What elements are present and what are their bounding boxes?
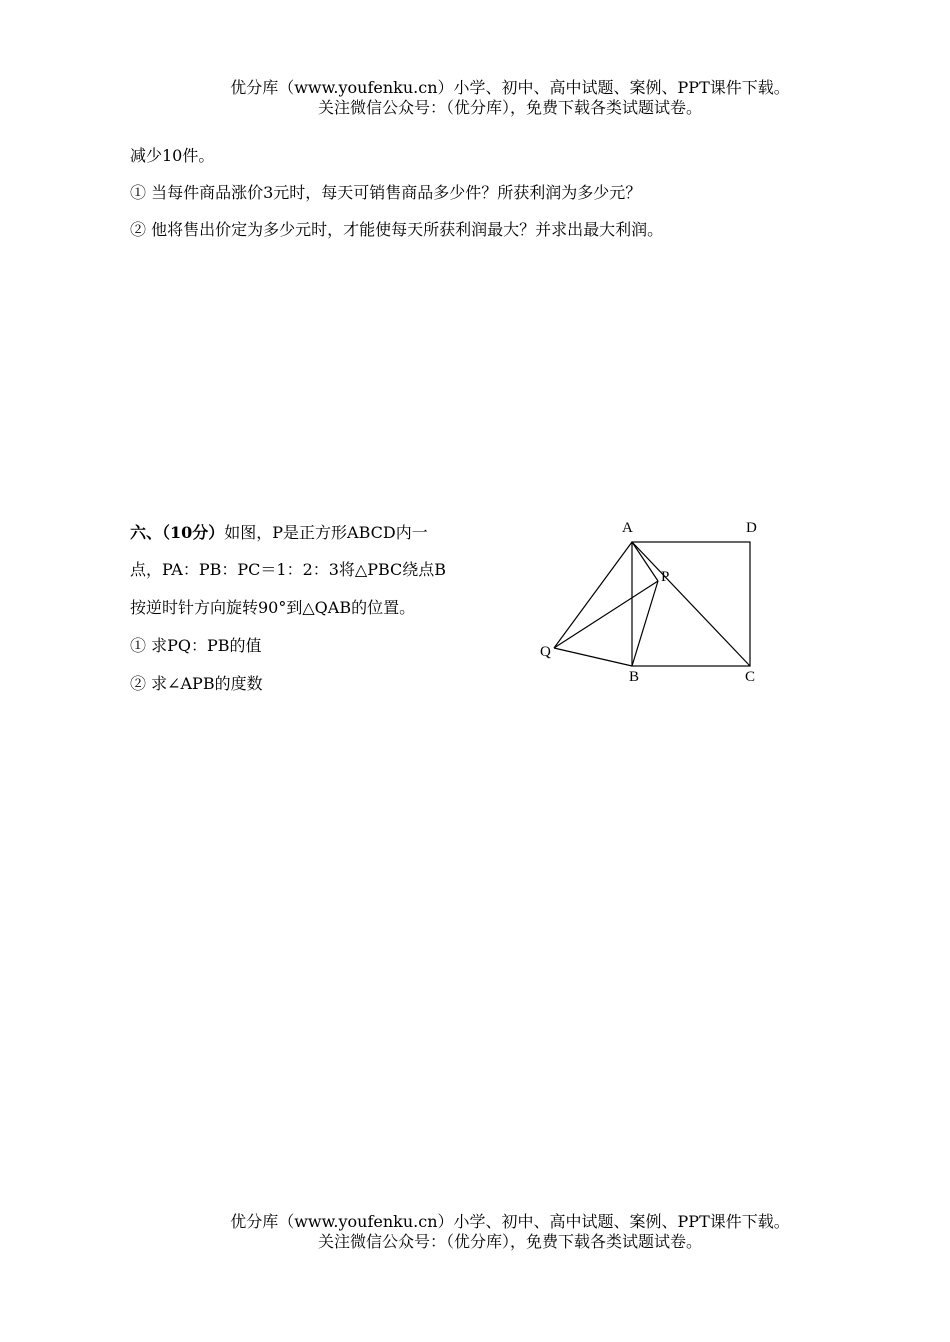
page-header xyxy=(0,78,950,118)
label-b: B xyxy=(629,669,640,685)
segment-pa xyxy=(632,542,658,581)
q6-text-line-3: 按逆时针方向旋转90°到△QAB的位置。 xyxy=(130,598,416,617)
q6-first-line xyxy=(130,523,428,543)
footer-line-2: 关注微信公众号：（优分库），免费下载各类试题试卷。 xyxy=(317,1232,702,1251)
q5-sub-question-2: ② 他将售出价定为多少元时，才能使每天所获利润最大？并求出最大利润。 xyxy=(130,220,664,239)
label-p: P xyxy=(661,569,670,585)
footer-line-1: 优分库（www.youfenku.cn）小学、初中、高中试题、案例、PPT课件下载。 xyxy=(230,1212,790,1231)
segment-aq xyxy=(554,542,632,648)
segment-pb xyxy=(632,581,658,666)
segment-qb xyxy=(554,648,632,666)
q6-sub-question-2: ② 求∠APB的度数 xyxy=(130,674,263,693)
label-q: Q xyxy=(540,644,551,660)
label-a: A xyxy=(622,520,633,536)
q6-sub-question-1: ① 求PQ：PB的值 xyxy=(130,636,262,655)
header-line-2: 关注微信公众号：（优分库），免费下载各类试题试卷。 xyxy=(317,98,702,117)
segment-ac xyxy=(632,542,750,666)
label-c: C xyxy=(745,669,756,685)
q5-continuation: 减少10件。 xyxy=(130,146,215,165)
geometry-figure xyxy=(530,510,780,690)
page-footer xyxy=(0,1212,950,1252)
q6-number: 六、（10分） xyxy=(130,523,225,542)
label-d: D xyxy=(746,520,757,536)
header-line-1: 优分库（www.youfenku.cn）小学、初中、高中试题、案例、PPT课件下载。 xyxy=(230,78,790,97)
segment-qp xyxy=(554,581,658,648)
q5-sub-question-1: ① 当每件商品涨价3元时，每天可销售商品多少件？所获利润为多少元？ xyxy=(130,183,642,202)
q6-text-line-1: 如图，P是正方形ABCD内一 xyxy=(224,523,428,542)
q6-text-line-2: 点，PA：PB：PC＝1：2：3将△PBC绕点B xyxy=(130,560,447,579)
